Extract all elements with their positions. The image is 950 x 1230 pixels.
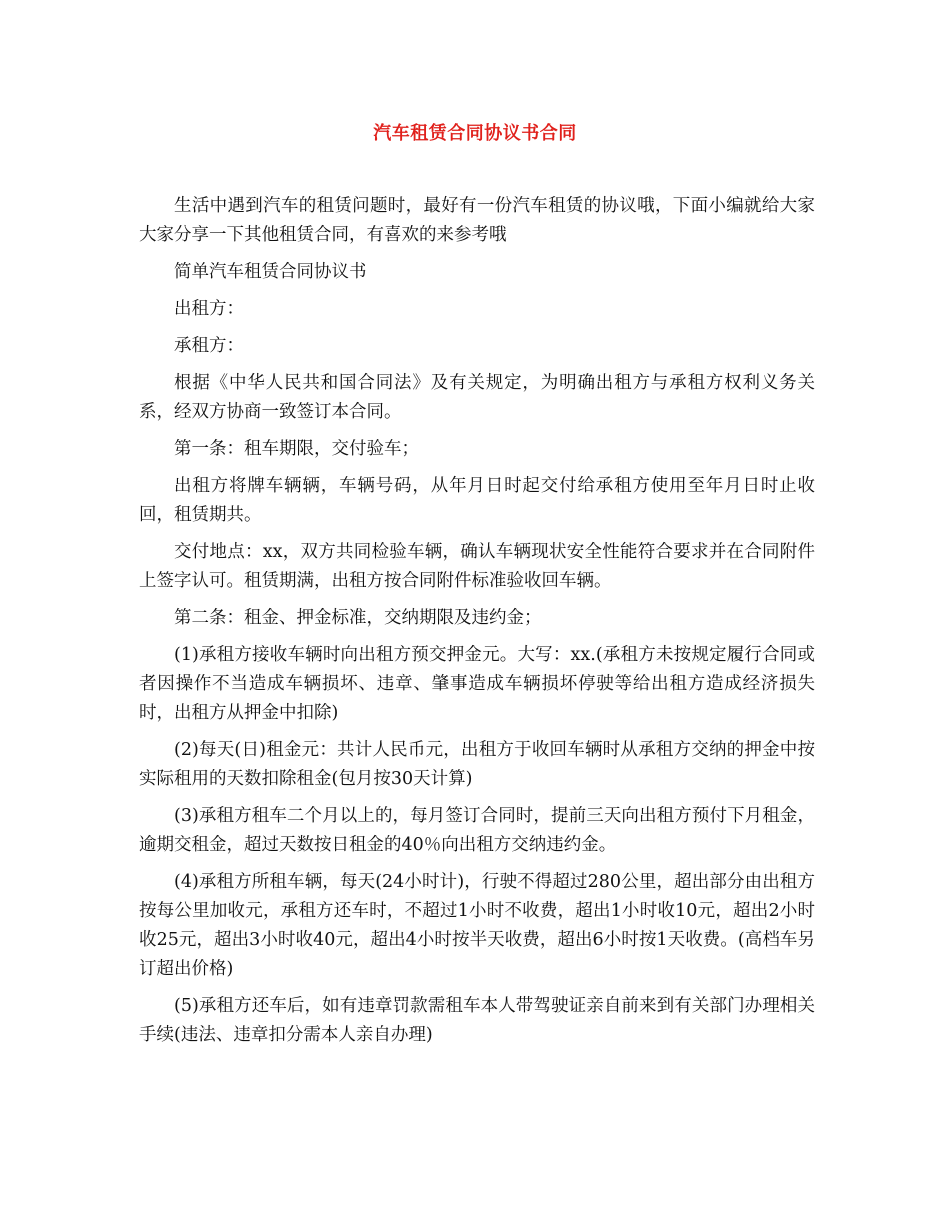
paragraph-lessee: 承租方： — [174, 336, 244, 356]
paragraph-article-2-heading: 第二条：租金、押金标准，交纳期限及违约金； — [174, 608, 542, 628]
paragraph-preamble: 根据《中华人民共和国合同法》及有关规定，为明确出租方与承租方权利义务关系，经双方协商一致签订本合同。 — [139, 373, 815, 422]
paragraph-clause-3: (3)承租方租车二个月以上的，每月签订合同时，提前三天向出租方预付下月租金，逾期交租金，超过天数按日租金的40％向出租方交纳违约金。 — [139, 806, 815, 855]
paragraph-subtitle: 简单汽车租赁合同协议书 — [174, 262, 367, 282]
paragraph-article-1-delivery: 交付地点：xx，双方共同检验车辆，确认车辆现状安全性能符合要求并在合同附件上签字认可。租赁期满，出租方按合同附件标准验收回车辆。 — [139, 542, 815, 591]
document-body — [139, 192, 815, 1058]
paragraph-clause-2: (2)每天(日)租金元：共计人民币元，出租方于收回车辆时从承租方交纳的押金中按实际租用的天数扣除租金(包月按30天计算) — [139, 740, 815, 789]
paragraph-lessor: 出租方： — [174, 299, 244, 319]
paragraph-article-1-term: 出租方将牌车辆辆，车辆号码，从年月日时起交付给承租方使用至年月日时止收回，租赁期共。 — [139, 476, 815, 525]
paragraph-intro: 生活中遇到汽车的租赁问题时，最好有一份汽车租赁的协议哦，下面小编就给大家大家分享一下其他租赁合同，有喜欢的来参考哦 — [139, 196, 815, 245]
paragraph-article-1-heading: 第一条：租车期限，交付验车； — [174, 439, 419, 459]
paragraph-clause-4: (4)承租方所租车辆，每天(24小时计)，行驶不得超过280公里，超出部分由出租方按每公里加收元，承租方还车时，不超过1小时不收费，超出1小时收10元，超出2小时收25元，超出3小时收40元，超出4小时按半天收费，超出6小时按1天收费。(高档车另订超出价格) — [139, 872, 815, 979]
paragraph-clause-5: (5)承租方还车后，如有违章罚款需租车本人带驾驶证亲自前来到有关部门办理相关手续(违法、违章扣分需本人亲自办理) — [139, 996, 815, 1045]
paragraph-clause-1: (1)承租方接收车辆时向出租方预交押金元。大写：xx.(承租方未按规定履行合同或者因操作不当造成车辆损坏、违章、肇事造成车辆损坏停驶等给出租方造成经济损失时，出租方从押金中扣除) — [139, 645, 815, 723]
document-title: 汽车租赁合同协议书合同 — [373, 123, 577, 144]
